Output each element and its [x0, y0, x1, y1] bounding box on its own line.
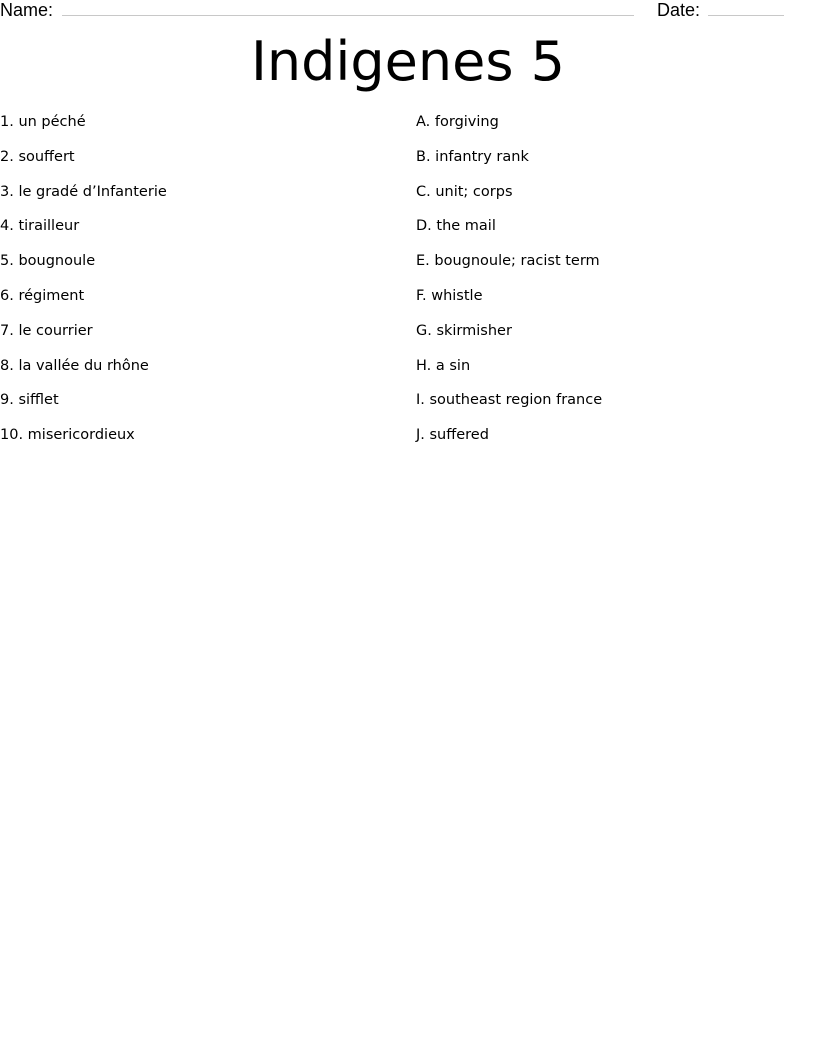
- terms-column: [0, 112, 400, 460]
- definition-item: G. skirmisher: [416, 322, 512, 339]
- term-item: 3. le gradé d’Infanterie: [0, 183, 167, 200]
- date-blank-line: [708, 15, 784, 16]
- page-title: Indigenes 5: [250, 30, 566, 93]
- definition-item: J. suffered: [416, 427, 489, 444]
- definition-item: I. southeast region france: [416, 392, 603, 409]
- definition-item: H. a sin: [416, 357, 471, 374]
- term-item: 5. bougnoule: [0, 253, 96, 270]
- term-item: 7. le courrier: [0, 322, 93, 339]
- term-item: 4. tirailleur: [0, 218, 80, 235]
- term-item: 6. régiment: [0, 287, 85, 304]
- term-item: 9. sifflet: [0, 392, 59, 409]
- definition-item: C. unit; corps: [416, 183, 513, 200]
- term-item: 2. souffert: [0, 148, 75, 165]
- term-item: 10. misericordieux: [0, 427, 135, 444]
- name-label: Name:: [0, 0, 54, 20]
- definition-item: D. the mail: [416, 218, 496, 235]
- term-item: 8. la vallée du rhône: [0, 357, 149, 374]
- definition-item: F. whistle: [416, 287, 483, 304]
- name-blank-line: [62, 15, 634, 16]
- worksheet-header: [0, 0, 816, 22]
- definitions-column: [416, 112, 806, 460]
- definition-item: B. infantry rank: [416, 148, 529, 165]
- definition-item: E. bougnoule; racist term: [416, 253, 600, 270]
- term-item: 1. un péché: [0, 114, 86, 130]
- date-label: Date:: [657, 0, 701, 20]
- definition-item: A. forgiving: [416, 114, 499, 130]
